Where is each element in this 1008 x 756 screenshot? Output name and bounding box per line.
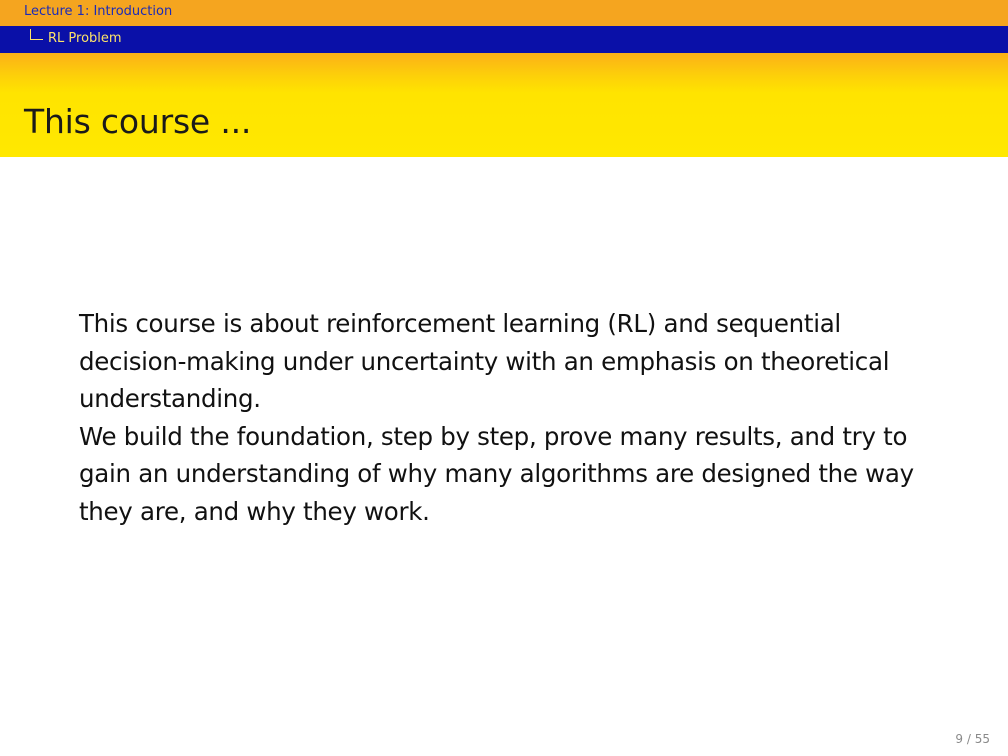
page-number: 9 / 55 <box>955 732 990 746</box>
subsection-label[interactable]: RL Problem <box>48 31 122 46</box>
frame-title: This course ... <box>24 102 252 141</box>
subsection-bar <box>0 26 1008 53</box>
body-paragraph: We build the foundation, step by step, prove many results, and try to gain an understanding of why many algorithms are designed the way they are, and why they work. <box>79 421 914 526</box>
slide-body <box>79 305 939 530</box>
tree-branch-icon <box>30 29 43 40</box>
body-paragraph: This course is about reinforcement learning (RL) and sequential decision-making under uncertainty with an emphasis on theoretical understanding. <box>79 309 890 413</box>
section-label[interactable]: Lecture 1: Introduction <box>24 4 173 19</box>
